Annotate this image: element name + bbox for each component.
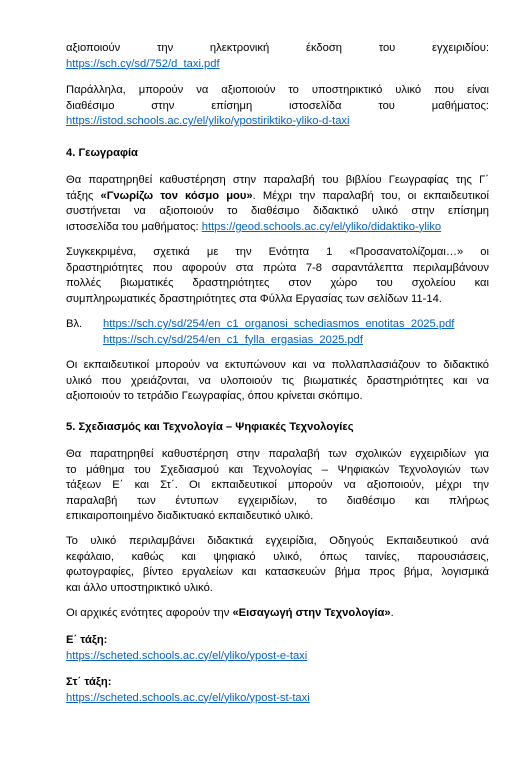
paragraph-line bbox=[66, 41, 489, 57]
word: στην bbox=[151, 99, 175, 112]
paragraph-line bbox=[66, 220, 489, 236]
paragraph-technology-delay bbox=[66, 447, 489, 525]
paragraph-support-material bbox=[66, 83, 489, 130]
text: Οι αρχικές ενότητες αφορούν την bbox=[66, 607, 233, 619]
class-st-block bbox=[66, 675, 489, 706]
paragraph-line: Το υλικό περιλαμβάνει διδακτικά εγχειρίδια, Οδηγούς Εκπαιδευτικού ανά bbox=[66, 535, 489, 547]
link-scheted-st-taxi[interactable]: https://scheted.schools.ac.cy/el/yliko/ypost-st-taxi bbox=[66, 691, 310, 704]
link-istod-support[interactable]: https://istod.schools.ac.cy/el/yliko/ypostiriktiko-yliko-d-taxi bbox=[66, 115, 350, 127]
word: διαθέσιμο bbox=[66, 99, 115, 112]
paragraph-line bbox=[66, 606, 489, 622]
paragraph-line: και άλλο υποστηρικτικό υλικό. bbox=[66, 581, 213, 594]
see-also-link-list bbox=[103, 317, 454, 348]
link-fylla-ergasias-pdf[interactable]: https://sch.cy/sd/254/en_c1_fylla_ergasias_2025.pdf bbox=[103, 333, 363, 346]
word: του bbox=[378, 99, 395, 112]
paragraph-initial-units bbox=[66, 606, 489, 622]
word: ηλεκτρονική bbox=[209, 42, 270, 54]
paragraph-line: συστήνεται να αξιοποιούν το διαθέσιμο διδακτικό υλικό στην επίσημη bbox=[66, 205, 489, 217]
paragraph-line: δραστηριότητες που αφορούν στα πρώτα 7-8 σαραντάλεπτα περιλαμβάνουν bbox=[66, 261, 489, 274]
paragraph-line: αξιοποιούν το τετράδιο Γεωγραφίας, όπου κρίνεται σκόπιμο. bbox=[66, 390, 363, 402]
word: επίσημη bbox=[211, 99, 253, 112]
word: του bbox=[378, 42, 396, 54]
paragraph-line: Παράλληλα, μπορούν να αξιοποιούν το υποστηρικτικό υλικό που είναι bbox=[66, 84, 489, 96]
text: τάξης bbox=[66, 189, 101, 202]
section-heading-geography: 4. Γεωγραφία bbox=[66, 147, 138, 159]
see-also-links bbox=[66, 317, 489, 349]
paragraph-line: παραλαβή των έντυπων εγχειριδίων, το διαθέσιμο και πλήρως bbox=[66, 494, 489, 507]
paragraph-geography-delay bbox=[66, 173, 489, 235]
text: ιστοσελίδα του μαθήματος: bbox=[66, 220, 202, 233]
word: ιστοσελίδα bbox=[288, 99, 342, 112]
paragraph-line bbox=[66, 189, 489, 205]
class-e-block bbox=[66, 633, 489, 664]
unit-title: «Εισαγωγή στην Τεχνολογία» bbox=[232, 607, 391, 619]
link-organosi-pdf[interactable]: https://sch.cy/sd/254/en_c1_organosi_schediasmos_enotitas_2025.pdf bbox=[103, 318, 455, 330]
text: . Μέχρι την παραλαβή του, οι εκπαιδευτικοί bbox=[252, 189, 489, 202]
section-heading-design-technology: 5. Σχεδιασμός και Τεχνολογία – Ψηφιακές Τεχνολογίες bbox=[66, 421, 354, 433]
word: εγχειριδίου: bbox=[432, 42, 489, 54]
book-title: «Γνωρίζω τον κόσμο μου» bbox=[100, 189, 253, 202]
paragraph-line: Οι εκπαιδευτικοί μπορούν να εκτυπώνουν και να πολλαπλασιάζουν το διδακτικό bbox=[66, 359, 489, 371]
paragraph-printing bbox=[66, 358, 489, 405]
paragraph-line: Θα παρατηρηθεί καθυστέρηση στην παραλαβή του βιβλίου Γεωγραφίας της Γ΄ bbox=[66, 174, 489, 186]
see-also-label: Βλ. bbox=[66, 318, 83, 330]
paragraph-line: συμπληρωματικές δραστηριότητες στα Φύλλα Εργασίας των σελίδων 11-14. bbox=[66, 292, 442, 305]
paragraph-line: το μάθημα του Σχεδιασμού και Τεχνολογίας – Ψηφιακών Τεχνολογιών των bbox=[66, 463, 489, 476]
link-d-taxi-pdf[interactable]: https://sch.cy/sd/752/d_taxi.pdf bbox=[66, 57, 220, 70]
paragraph-line: τάξεων Ε΄ και Στ΄. Οι εκπαιδευτικοί μπορούν να αξιοποιούν, μέχρι την bbox=[66, 479, 489, 491]
link-geod-material[interactable]: https://geod.schools.ac.cy/el/yliko/didaktiko-yliko bbox=[201, 220, 442, 233]
class-e-label: Ε΄ τάξη: bbox=[66, 634, 108, 646]
paragraph-line: Συγκεκριμένα, σχετικά με την Ενότητα 1 «Προσανατολίζομαι…» οι bbox=[66, 246, 489, 258]
paragraph-line: πολλές βιωματικές δραστηριότητες στον χώρο του σχολείου και bbox=[66, 277, 489, 289]
paragraph-line: κεφάλαιο, καθώς και ψηφιακό υλικό, όπως ταινίες, παρουσιάσεις, bbox=[66, 550, 489, 563]
text: . bbox=[390, 607, 394, 619]
link-scheted-e-taxi[interactable]: https://scheted.schools.ac.cy/el/yliko/ypost-e-taxi bbox=[66, 649, 308, 662]
paragraph-line bbox=[66, 99, 489, 115]
word: την bbox=[156, 42, 174, 54]
class-st-label: Στ΄ τάξη: bbox=[66, 676, 112, 688]
paragraph-line: υλικό που χρειάζονται, να υλοποιούν τις βιωματικές δραστηριότητες και να bbox=[66, 374, 489, 387]
word: μαθήματος: bbox=[431, 99, 489, 112]
paragraph-material-contents bbox=[66, 534, 489, 596]
word: έκδοση bbox=[305, 42, 342, 54]
paragraph-edition bbox=[66, 41, 489, 72]
word: αξιοποιούν bbox=[66, 42, 121, 54]
paragraph-line: φωτογραφίες, βίντεο εργαλείων και κατασκευών βήμα προς βήμα, λογισμικά bbox=[66, 566, 489, 578]
paragraph-line: επικαιροποιημένο διαδικτυακό εκπαιδευτικό υλικό. bbox=[66, 510, 314, 522]
paragraph-line: Θα παρατηρηθεί καθυστέρηση στην παραλαβή των σχολικών εγχειριδίων για bbox=[66, 448, 489, 460]
paragraph-unit-1 bbox=[66, 245, 489, 307]
